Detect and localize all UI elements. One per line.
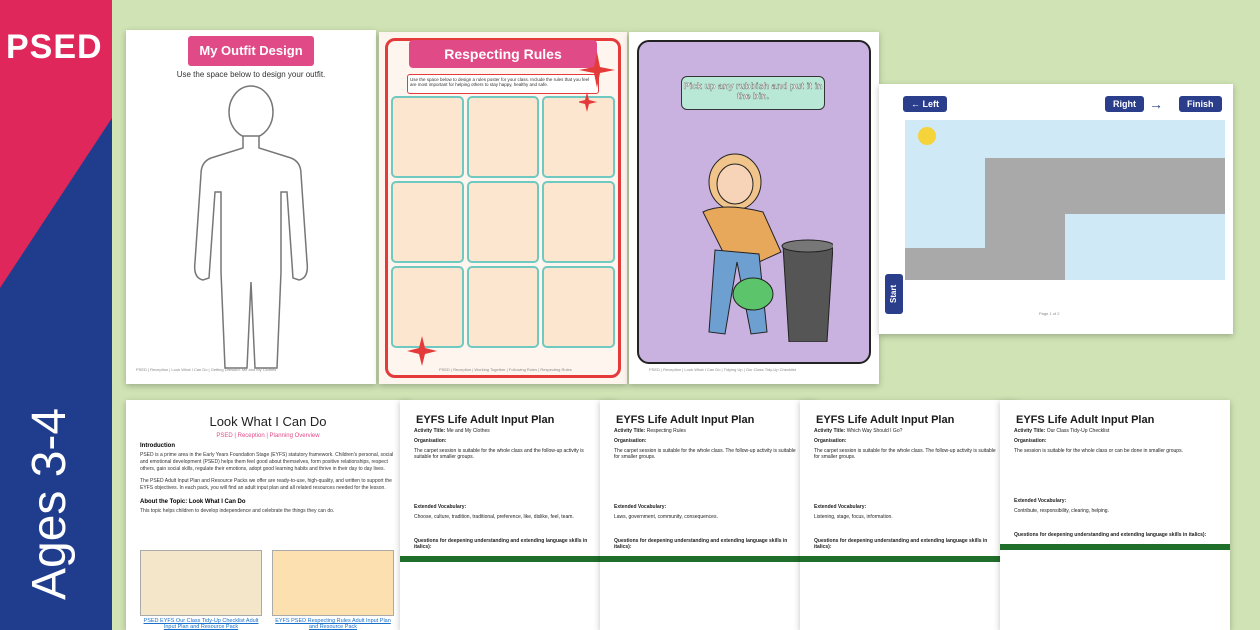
about-heading: About the Topic: Look What I Can Do (140, 498, 246, 505)
right-label: Right (1105, 96, 1144, 112)
vocab-label: Extended Vocabulary: (814, 504, 867, 510)
sun-icon (915, 124, 939, 148)
rule-box (391, 181, 464, 263)
doc-title: EYFS Life Adult Input Plan (816, 414, 955, 426)
sheet-footer: PSED | Reception | Look What I Can Do | Getting Dressed: Me and My Clothes (136, 367, 277, 372)
poster-footer: PSED | Reception | Look What I Can Do | Tidying Up | Our Class Tidy-Up Checklist (649, 367, 796, 372)
left-arrow-label: ← Left (903, 96, 947, 112)
sparkle-icon (407, 336, 437, 366)
activity-label: Activity Title: (1014, 428, 1046, 434)
psed-label: PSED (6, 28, 103, 66)
start-label: Start (885, 274, 903, 314)
sheet-instruction: Use the space below to design a rules poster for your class. Include the rules that you feel are most important for helping others to stay happy, healthy and safe. (407, 74, 599, 94)
vocab-text: Contribute, responsibility, clearing, helping. (1014, 508, 1109, 514)
adult-input-plan-doc (800, 400, 1016, 630)
adult-input-plan-doc (600, 400, 816, 630)
rule-box (542, 266, 615, 348)
vocab-label: Extended Vocabulary: (614, 504, 667, 510)
doc-title: EYFS Life Adult Input Plan (1016, 414, 1155, 426)
section-heading: Questions for deepening understanding and extending language skills in italics): (414, 538, 588, 550)
resource-link[interactable]: EYFS PSED Respecting Rules Adult Input Plan and Resource Pack (275, 618, 391, 630)
resource-thumbnail[interactable] (140, 550, 262, 616)
activity-title: Respecting Rules (646, 428, 686, 434)
poster-caption: Pick up any rubbish and put it in the bin. (681, 76, 825, 110)
resource-thumbnail[interactable] (272, 550, 394, 616)
activity-title: Which Way Should I Go? (846, 428, 903, 434)
organisation-text: The carpet session is suitable for the whole class and the follow-up activity is suitable for smaller groups. (414, 448, 584, 460)
page-number: Page 1 of 2 (1039, 311, 1060, 316)
activity-title: Our Class Tidy-Up Checklist (1046, 428, 1110, 434)
section-bar (1000, 544, 1230, 550)
doc-title: EYFS Life Adult Input Plan (416, 414, 555, 426)
organisation-label: Organisation: (614, 438, 647, 444)
my-outfit-design-sheet (126, 30, 376, 384)
intro-text-2: The PSED Adult Input Plan and Resource Packs we offer are ready-to-use, high-quality, and written to support the EYFS objectives. In each pack, you will find an adult input plan and all related resources needed for the lesson. (140, 478, 392, 491)
section-heading: Questions for deepening understanding and extending language skills in italics): (1014, 532, 1207, 538)
organisation-text: The carpet session is suitable for the whole class. The follow-up activity is suitable for smaller groups. (614, 448, 796, 460)
sparkle-icon (579, 52, 615, 112)
planning-overview-doc (126, 400, 410, 630)
vocab-text: Laws, government, community, consequences. (614, 514, 718, 520)
intro-text: PSED is a prime area in the Early Years Foundation Stage (EYFS) statutory framework. Children's personal, social and emotional development (PSED) helps them feel good about themselves, form positive relationships, respect others, gain social skills, regulate their emotions, adopt good learning habits and thrive in their day to day lives. (140, 452, 394, 472)
intro-heading: Introduction (140, 443, 175, 449)
left-label: Left (922, 99, 940, 109)
sheet-instruction: Use the space below to design your outfit. (176, 70, 326, 79)
rule-box (467, 96, 540, 178)
section-heading: Questions for deepening understanding and extending language skills in italics): (614, 538, 788, 550)
directions-map-sheet (879, 84, 1233, 334)
sheet-footer: PSED | Reception | Working Together | Following Rules | Respecting Rules (439, 367, 572, 372)
arrow-right-icon: → (1149, 96, 1163, 112)
activity-label: Activity Title: (814, 428, 846, 434)
adult-input-plan-doc (400, 400, 616, 630)
resource-link[interactable]: PSED EYFS Our Class Tidy-Up Checklist Adult Input Plan and Resource Pack (143, 618, 259, 630)
activity-label: Activity Title: (614, 428, 646, 434)
body-outline-image (181, 82, 321, 372)
map-road (905, 248, 985, 280)
section-bar (600, 556, 816, 562)
organisation-label: Organisation: (414, 438, 447, 444)
adult-input-plan-doc (1000, 400, 1230, 630)
organisation-label: Organisation: (1014, 438, 1047, 444)
organisation-label: Organisation: (814, 438, 847, 444)
sheet-title: My Outfit Design (188, 36, 314, 66)
vocab-label: Extended Vocabulary: (414, 504, 467, 510)
ages-label: Ages 3-4 (23, 407, 76, 600)
vocab-text: Choose, culture, tradition, traditional, preference, like, dislike, feel, team. (414, 514, 574, 520)
rule-box (391, 96, 464, 178)
rule-box (467, 266, 540, 348)
girl-tidying-image (663, 142, 833, 342)
finish-label: Finish (1179, 96, 1222, 112)
left-panel-diagonal (0, 118, 112, 288)
respecting-rules-sheet (379, 32, 627, 384)
rule-box (467, 181, 540, 263)
activity-title: Me and My Clothes (446, 428, 490, 434)
organisation-text: The carpet session is suitable for the whole class. The follow-up activity is suitable for smaller groups. (814, 448, 996, 460)
sheet-title: Respecting Rules (409, 40, 597, 68)
doc-subtitle: PSED | Reception | Planning Overview (216, 433, 320, 439)
doc-title: EYFS Life Adult Input Plan (616, 414, 755, 426)
about-text: This topic helps children to develop independence and celebrate the things they can do. (140, 507, 335, 514)
doc-title: Look What I Can Do (209, 414, 327, 429)
section-heading: Questions for deepening understanding and extending language skills in italics): (814, 538, 988, 550)
vocab-label: Extended Vocabulary: (1014, 498, 1067, 504)
vocab-text: Listening, stage, focus, information. (814, 514, 893, 520)
tidy-up-poster (629, 32, 879, 384)
section-bar (800, 556, 1016, 562)
activity-label: Activity Title: (414, 428, 446, 434)
rules-grid (391, 96, 615, 348)
rule-box (542, 181, 615, 263)
organisation-text: The session is suitable for the whole class or can be done in smaller groups. (1014, 448, 1183, 454)
map-road (985, 158, 1065, 280)
section-bar (400, 556, 616, 562)
